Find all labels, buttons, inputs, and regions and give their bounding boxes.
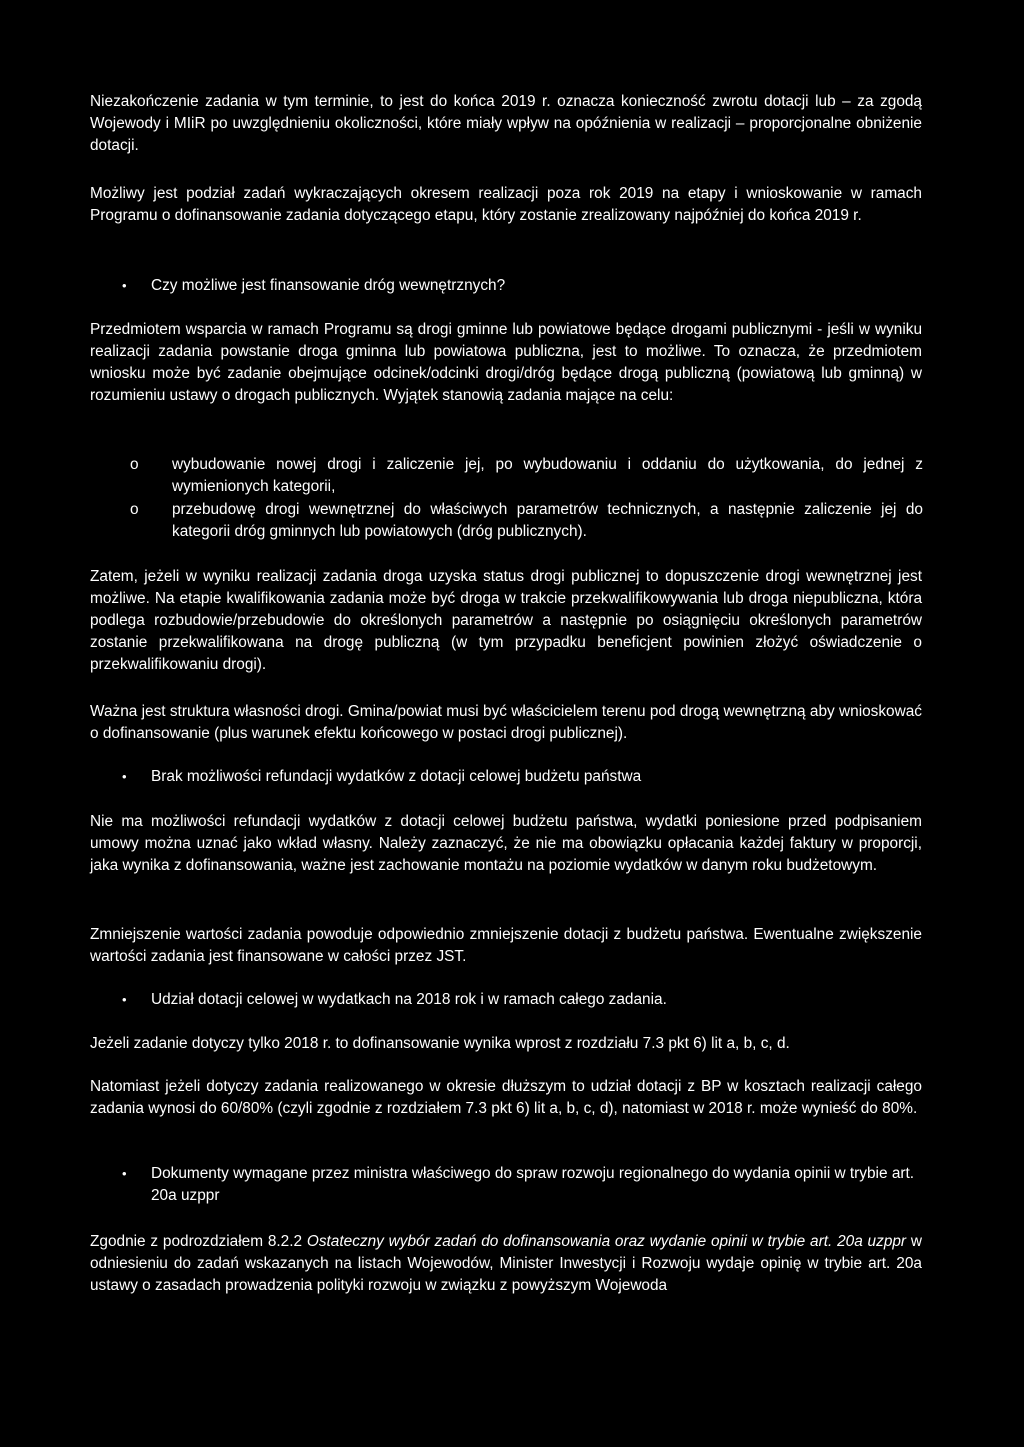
paragraph-value-change: Zmniejszenie wartości zadania powoduje odpowiednio zmniejszenie dotacji z budżetu państwa. Ewentualne zwiększenie wartości zadania jest finansowane w całości przez JST. <box>90 926 922 965</box>
bullet-share: Udział dotacji celowej w wydatkach na 2018 rok i w ramach całego zadania. <box>151 991 667 1008</box>
paragraph-longer-period: Natomiast jeżeli dotyczy zadania realizowanego w okresie dłuższym to udział dotacji z BP w kosztach realizacji całego zadania wynosi do 60/80% (czyli zgodnie z rozdziałem 7.3 pkt 6) lit a, b, c, d), natomiast w 2018 r. może wynieść do 80%. <box>90 1078 922 1117</box>
paragraph-subsection <box>90 1231 922 1297</box>
paragraph-stages: Możliwy jest podział zadań wykraczających okresem realizacji poza rok 2019 na etapy i wnioskowanie w ramach Programu o dofinansowanie zadania dotyczącego etapu, który zostanie zrealizowany najpóźniej do końca 2019 r. <box>90 185 922 224</box>
paragraph-public-status: Zatem, jeżeli w wyniku realizacji zadania droga uzyska status drogi publicznej to dopuszczenie drogi wewnętrznej jest możliwe. Na etapie kwalifikowania zadania może być droga w trakcie przekwalifikowywania lub droga niepubliczna, która podlega rozbudowie/przebudowie do określonych parametrów a następnie po osiągnięciu określonych parametrów zostanie przekwalifikowana na drogę publiczną (w tym przypadku beneficjent powinien złożyć oświadczenie o przekwalifikowaniu drogi). <box>90 568 922 673</box>
sub-item-rebuild-road: przebudowę drogi wewnętrznej do właściwych parametrów technicznych, a następnie zaliczenie jej do kategorii dróg gminnych lub powiatowych (dróg publicznych). <box>172 501 923 540</box>
paragraph-refund: Nie ma możliwości refundacji wydatków z dotacji celowej budżetu państwa, wydatki poniesione przed podpisaniem umowy można uznać jako wkład własny. Należy zaznaczyć, że nie ma obowiązku opłacania każdej faktury w proporcji, jaka wynika z dofinansowania, ważne jest zachowanie montażu na poziomie wydatków w danym roku budżetowym. <box>90 813 922 874</box>
sub-item-marker: o <box>130 456 139 473</box>
bullet-documents: Dokumenty wymagane przez ministra właściwego do spraw rozwoju regionalnego do wydania opinii w trybie art. 20a uzppr <box>151 1165 915 1204</box>
paragraph-2018-only: Jeżeli zadanie dotyczy tylko 2018 r. to dofinansowanie wynika wprost z rozdziału 7.3 pkt 6) lit a, b, c, d. <box>90 1035 790 1052</box>
bullet-marker <box>122 989 132 1011</box>
paragraph-ownership: Ważna jest struktura własności drogi. Gmina/powiat musi być właścicielem terenu pod drogą wewnętrzną aby wnioskować o dofinansowanie (plus warunek efektu końcowego w postaci drogi publicznej). <box>90 703 922 742</box>
sub-item-new-road: wybudowanie nowej drogi i zaliczenie jej, po wybudowaniu i oddaniu do użytkowania, do jednej z wymienionych kategorii, <box>172 456 923 495</box>
bullet-no-refund: Brak możliwości refundacji wydatków z dotacji celowej budżetu państwa <box>151 768 642 785</box>
sub-item-marker: o <box>130 501 139 518</box>
bullet-marker <box>122 275 132 297</box>
bullet-internal-roads: Czy możliwe jest finansowanie dróg wewnętrznych? <box>151 277 506 294</box>
subsection-text-start: Zgodnie z podrozdziałem 8.2.2 <box>90 1233 307 1250</box>
subsection-title: Ostateczny wybór zadań do dofinansowania oraz wydanie opinii w trybie art. 20a uzppr <box>306 1233 907 1250</box>
subsection-text-end: w odniesieniu do zadań wskazanych na listach Wojewodów, Minister Inwestycji i Rozwoju wydaje opinię w trybie art. 20a ustawy o zasadach prowadzenia polityki rozwoju w związku z powyższym Wojewoda <box>90 1233 922 1294</box>
bullet-marker <box>122 1163 132 1185</box>
bullet-marker <box>122 766 132 788</box>
paragraph-support-subject: Przedmiotem wsparcia w ramach Programu są drogi gminne lub powiatowe będące drogami publicznymi - jeśli w wyniku realizacji zadania powstanie droga gminna lub powiatowa publiczna, jest to możliwe. To oznacza, że przedmiotem wniosku może być zadanie obejmujące odcinek/odcinki drogi/dróg będące drogą publiczną (powiatową lub gminną) w rozumieniu ustawy o drogach publicznych. Wyjątek stanowią zadania mające na celu: <box>90 321 922 404</box>
paragraph-deadline: Niezakończenie zadania w tym terminie, to jest do końca 2019 r. oznacza konieczność zwrotu dotacji lub – za zgodą Wojewody i MIiR po uwzględnieniu okoliczności, które miały wpływ na opóźnienia w realizacji – proporcjonalne obniżenie dotacji. <box>90 93 922 154</box>
